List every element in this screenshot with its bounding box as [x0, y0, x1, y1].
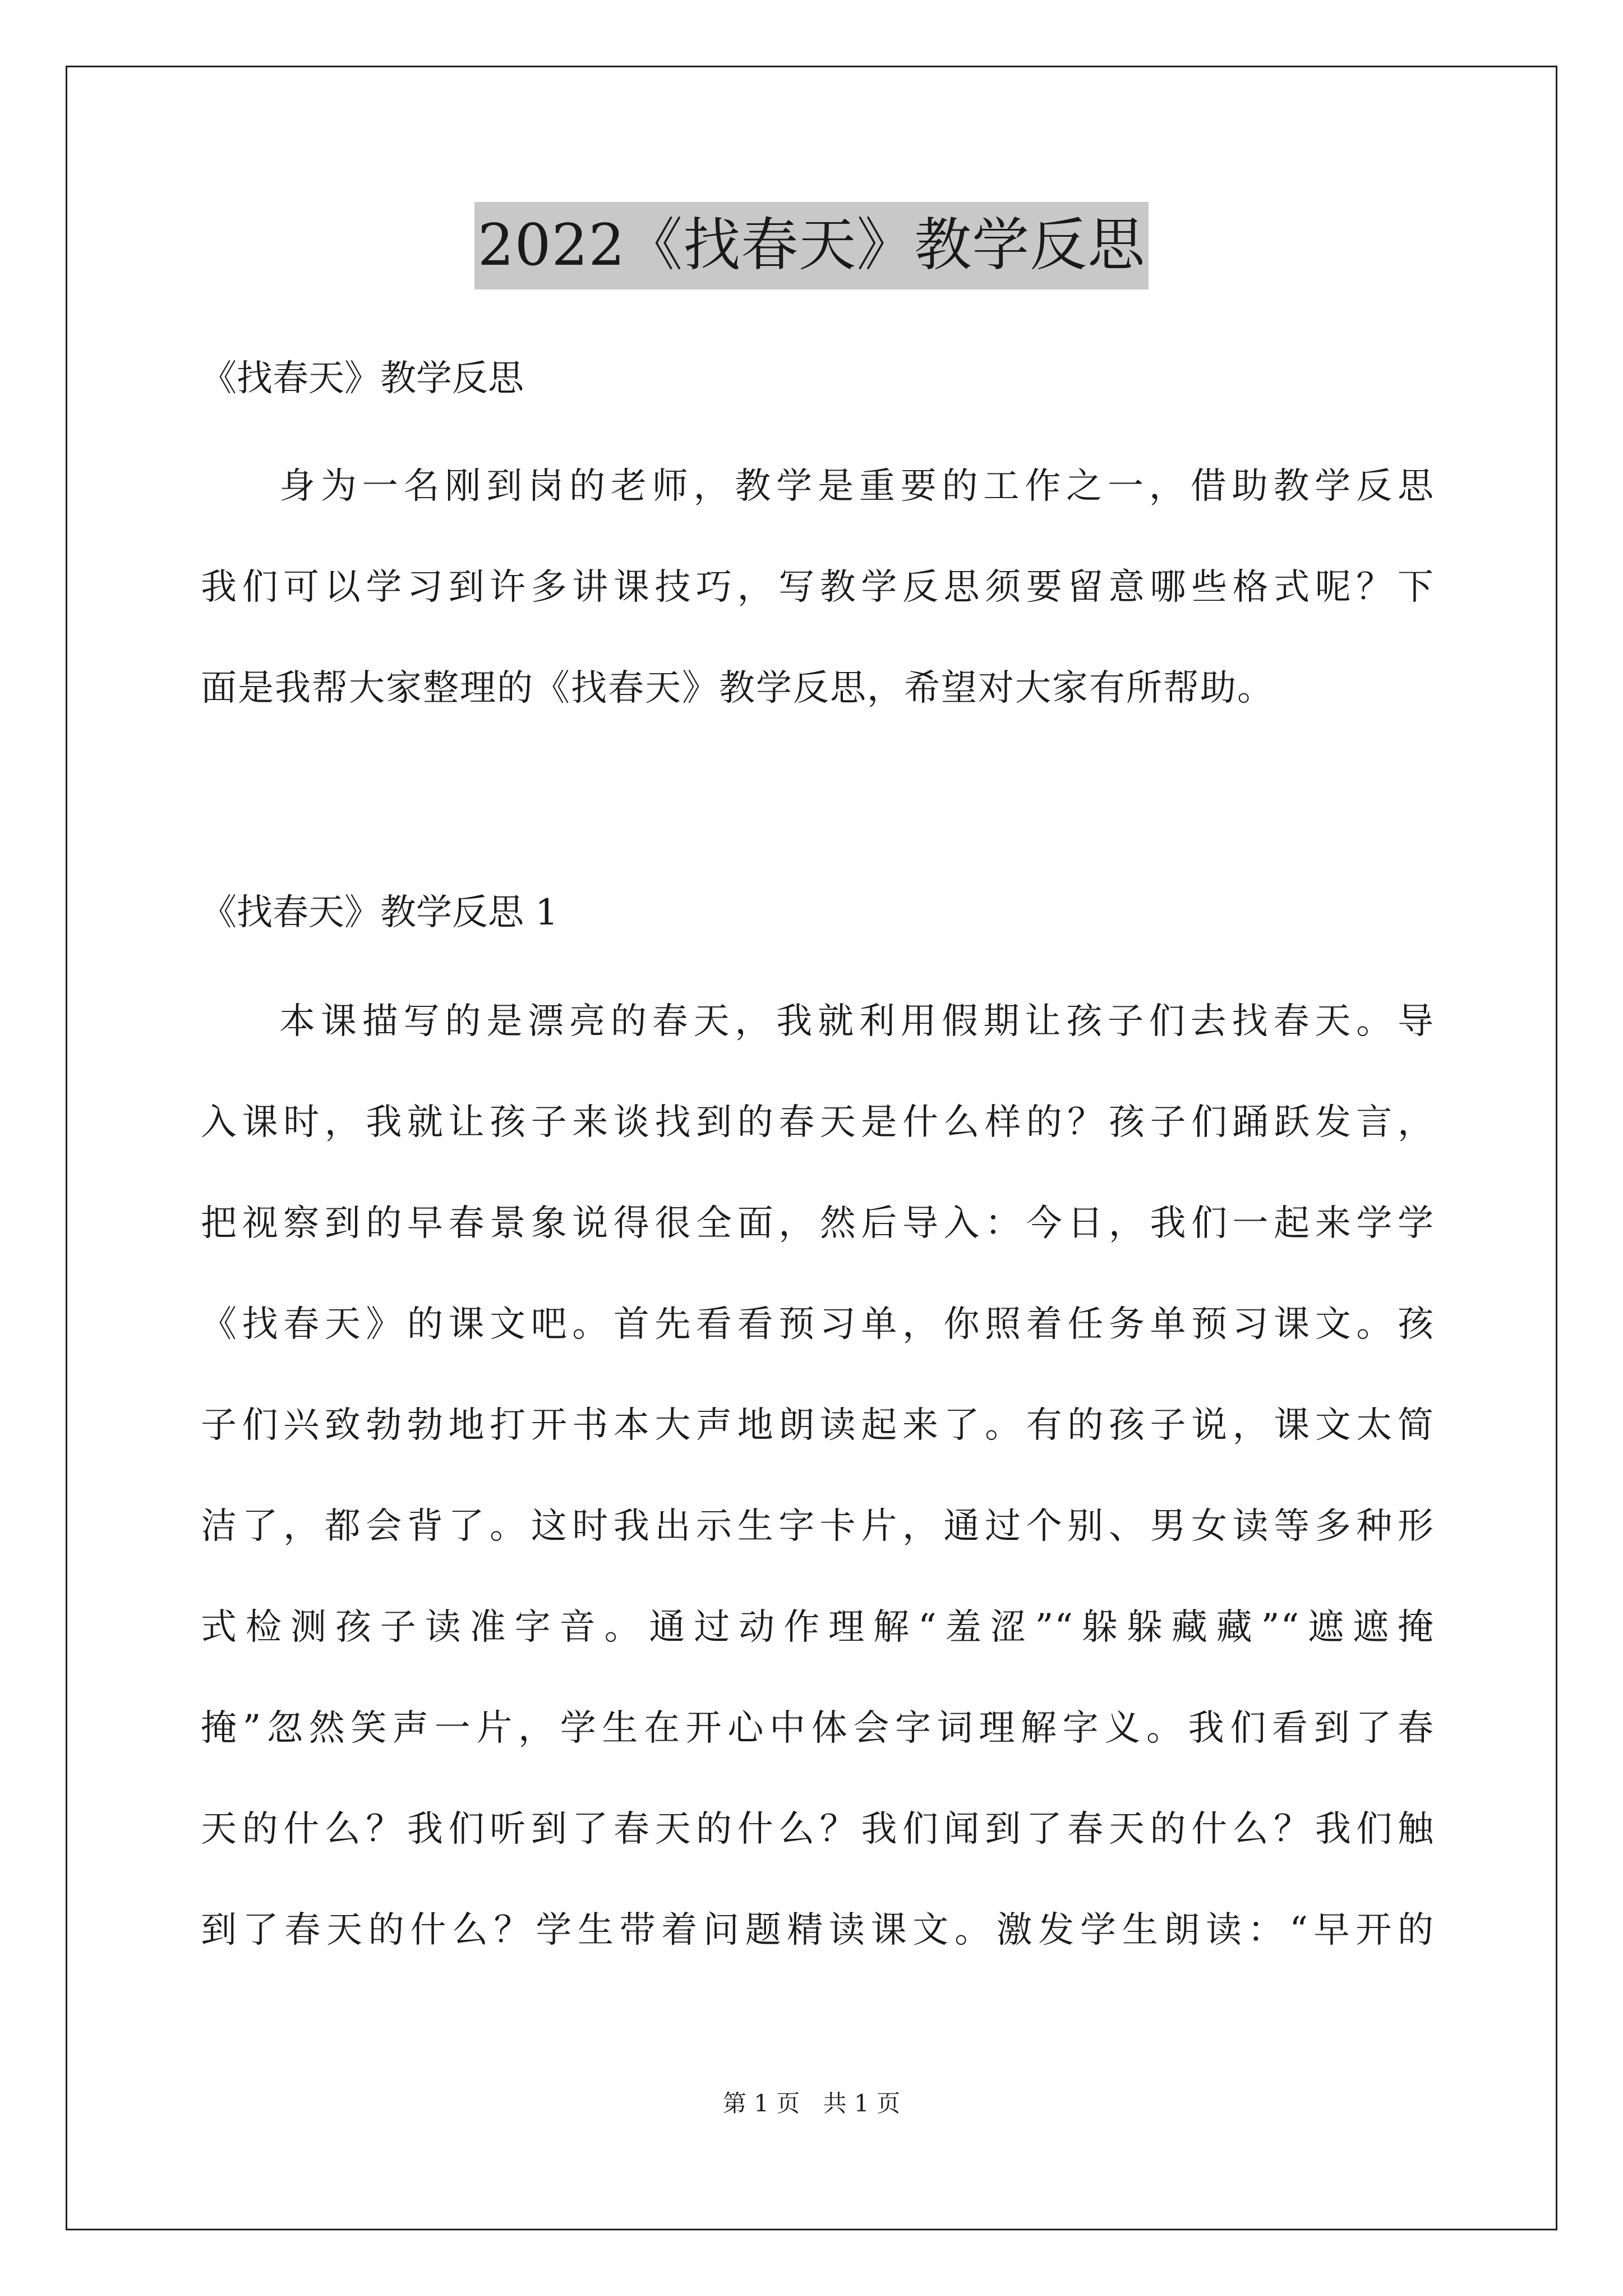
paragraph-line: 身为一名刚到岗的老师，教学是重要的工作之一，借助教学反思 [279, 466, 1435, 507]
document-title: 2022《找春天》教学反思 [474, 202, 1149, 289]
paragraph-line: 《找春天》的课文吧。首先看看预习单，你照着任务单预习课文。孩 [201, 1304, 1435, 1345]
paragraph-line: 面是我帮大家整理的《找春天》教学反思，希望对大家有所帮助。 [201, 668, 1274, 709]
intro-paragraph [201, 461, 1435, 714]
page-number-total: 共 1 页 [823, 2090, 901, 2117]
section1-paragraph [201, 996, 1435, 1955]
paragraph-line: 掩”忽然笑声一片，学生在开心中体会字词理解字义。我们看到了春 [201, 1708, 1435, 1749]
paragraph-line: 式检测孩子读准字音。通过动作理解“羞涩”“躲躲藏藏”“遮遮掩 [201, 1607, 1435, 1648]
page-number-current: 第 1 页 [722, 2090, 800, 2117]
paragraph-line: 子们兴致勃勃地打开书本大声地朗读起来了。有的孩子说，课文太简 [201, 1405, 1435, 1446]
paragraph-line: 把视察到的早春景象说得很全面，然后导入：今日，我们一起来学学 [201, 1203, 1435, 1244]
title-container [0, 202, 1623, 289]
section1-heading: 《找春天》教学反思 1 [201, 892, 559, 933]
paragraph-line: 入课时，我就让孩子来谈找到的春天是什么样的？孩子们踊跃发言， [201, 1102, 1435, 1143]
paragraph-line: 天的什么？我们听到了春天的什么？我们闻到了春天的什么？我们触 [201, 1809, 1435, 1850]
page-footer [0, 2087, 1623, 2120]
paragraph-line: 到了春天的什么？学生带着问题精读课文。激发学生朗读：“早开的 [201, 1910, 1435, 1951]
paragraph-line: 我们可以学习到许多讲课技巧，写教学反思须要留意哪些格式呢？下 [201, 567, 1435, 608]
intro-heading: 《找春天》教学反思 [201, 358, 524, 399]
paragraph-line: 洁了，都会背了。这时我出示生字卡片，通过个别、男女读等多种形 [201, 1506, 1435, 1547]
paragraph-line: 本课描写的是漂亮的春天，我就利用假期让孩子们去找春天。导 [279, 1001, 1435, 1042]
